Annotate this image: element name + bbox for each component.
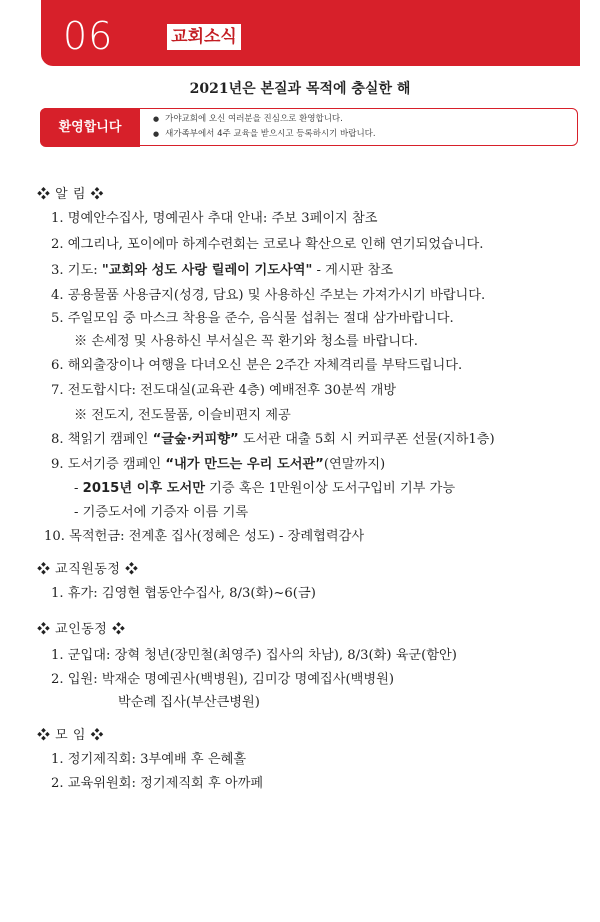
member-item: 2. 입원: 박재순 명예권사(백병원), 김미강 명예집사(백병원) xyxy=(51,672,395,687)
year-theme: 2021년은 본질과 목적에 충실한 해 xyxy=(189,81,411,97)
notice-item: 8. 책읽기 캠페인 “글숲·커피향” 도서관 대출 5회 시 커피쿠폰 선물(지하1층) xyxy=(51,432,495,447)
member-item: 1. 군입대: 장혁 청년(장민철(최영주) 집사의 차남), 8/3(화) 육군(함안) xyxy=(51,648,457,663)
section-number: 06 xyxy=(63,14,114,58)
notice-item: 3. 기도: "교회와 성도 사랑 릴레이 기도사역" - 게시판 참조 xyxy=(51,263,394,278)
staff-heading: ❖ 교직원동정 ❖ xyxy=(37,562,139,577)
notice-subitem: - 기증도서에 기증자 이름 기록 xyxy=(74,505,249,520)
notice-item: 1. 명예안수집사, 명예권사 추대 안내: 주보 3페이지 참조 xyxy=(51,211,378,226)
members-heading: ❖ 교인동정 ❖ xyxy=(37,622,126,637)
member-item-cont: 박순례 집사(부산큰병원) xyxy=(118,695,260,710)
notice-item: 5. 주일모임 중 마스크 착용을 준수, 음식물 섭취는 절대 삼가바랍니다. xyxy=(51,311,454,326)
section-banner xyxy=(41,0,580,66)
notice-item: 2. 예그리나, 포이에마 하계수련회는 코로나 확산으로 인해 연기되었습니다. xyxy=(51,237,484,252)
notices-heading: ❖ 알 림 ❖ xyxy=(37,187,105,202)
section-label: 교회소식 xyxy=(167,24,241,50)
welcome-item: ● 새가족부에서 4주 교육을 받으시고 등록하시기 바랍니다. xyxy=(153,127,376,142)
notice-item: 10. 목적헌금: 전계훈 집사(정혜은 성도) - 장례협력감사 xyxy=(44,529,365,544)
welcome-box xyxy=(40,108,578,146)
staff-item: 1. 휴가: 김영현 협동안수집사, 8/3(화)~6(금) xyxy=(51,586,316,601)
notice-item: 9. 도서기증 캠페인 “내가 만드는 우리 도서관”(연말까지) xyxy=(51,457,386,472)
notice-item: 4. 공용물품 사용금지(성경, 담요) 및 사용하신 주보는 가져가시기 바랍니다. xyxy=(51,288,486,303)
meeting-item: 2. 교육위원회: 정기제직회 후 아까페 xyxy=(51,776,264,791)
notice-item: 7. 전도합시다: 전도대실(교육관 4층) 예배전후 30분씩 개방 xyxy=(51,383,397,398)
notice-note: ※ 전도지, 전도물품, 이슬비편지 제공 xyxy=(74,408,291,423)
welcome-tag: 환영합니다 xyxy=(40,108,140,147)
welcome-list xyxy=(153,112,376,142)
meetings-heading: ❖ 모 임 ❖ xyxy=(37,728,105,743)
welcome-item: ● 가야교회에 오신 여러분을 진심으로 환영합니다. xyxy=(153,112,376,127)
notice-subitem: - 2015년 이후 도서만 기증 혹은 1만원이상 도서구입비 기부 가능 xyxy=(74,481,456,496)
meeting-item: 1. 정기제직회: 3부예배 후 은혜홀 xyxy=(51,752,247,767)
notice-item: 6. 해외출장이나 여행을 다녀오신 분은 2주간 자체격리를 부탁드립니다. xyxy=(51,358,463,373)
notice-note: ※ 손세정 및 사용하신 부서실은 꼭 환기와 청소를 바랍니다. xyxy=(74,334,418,349)
